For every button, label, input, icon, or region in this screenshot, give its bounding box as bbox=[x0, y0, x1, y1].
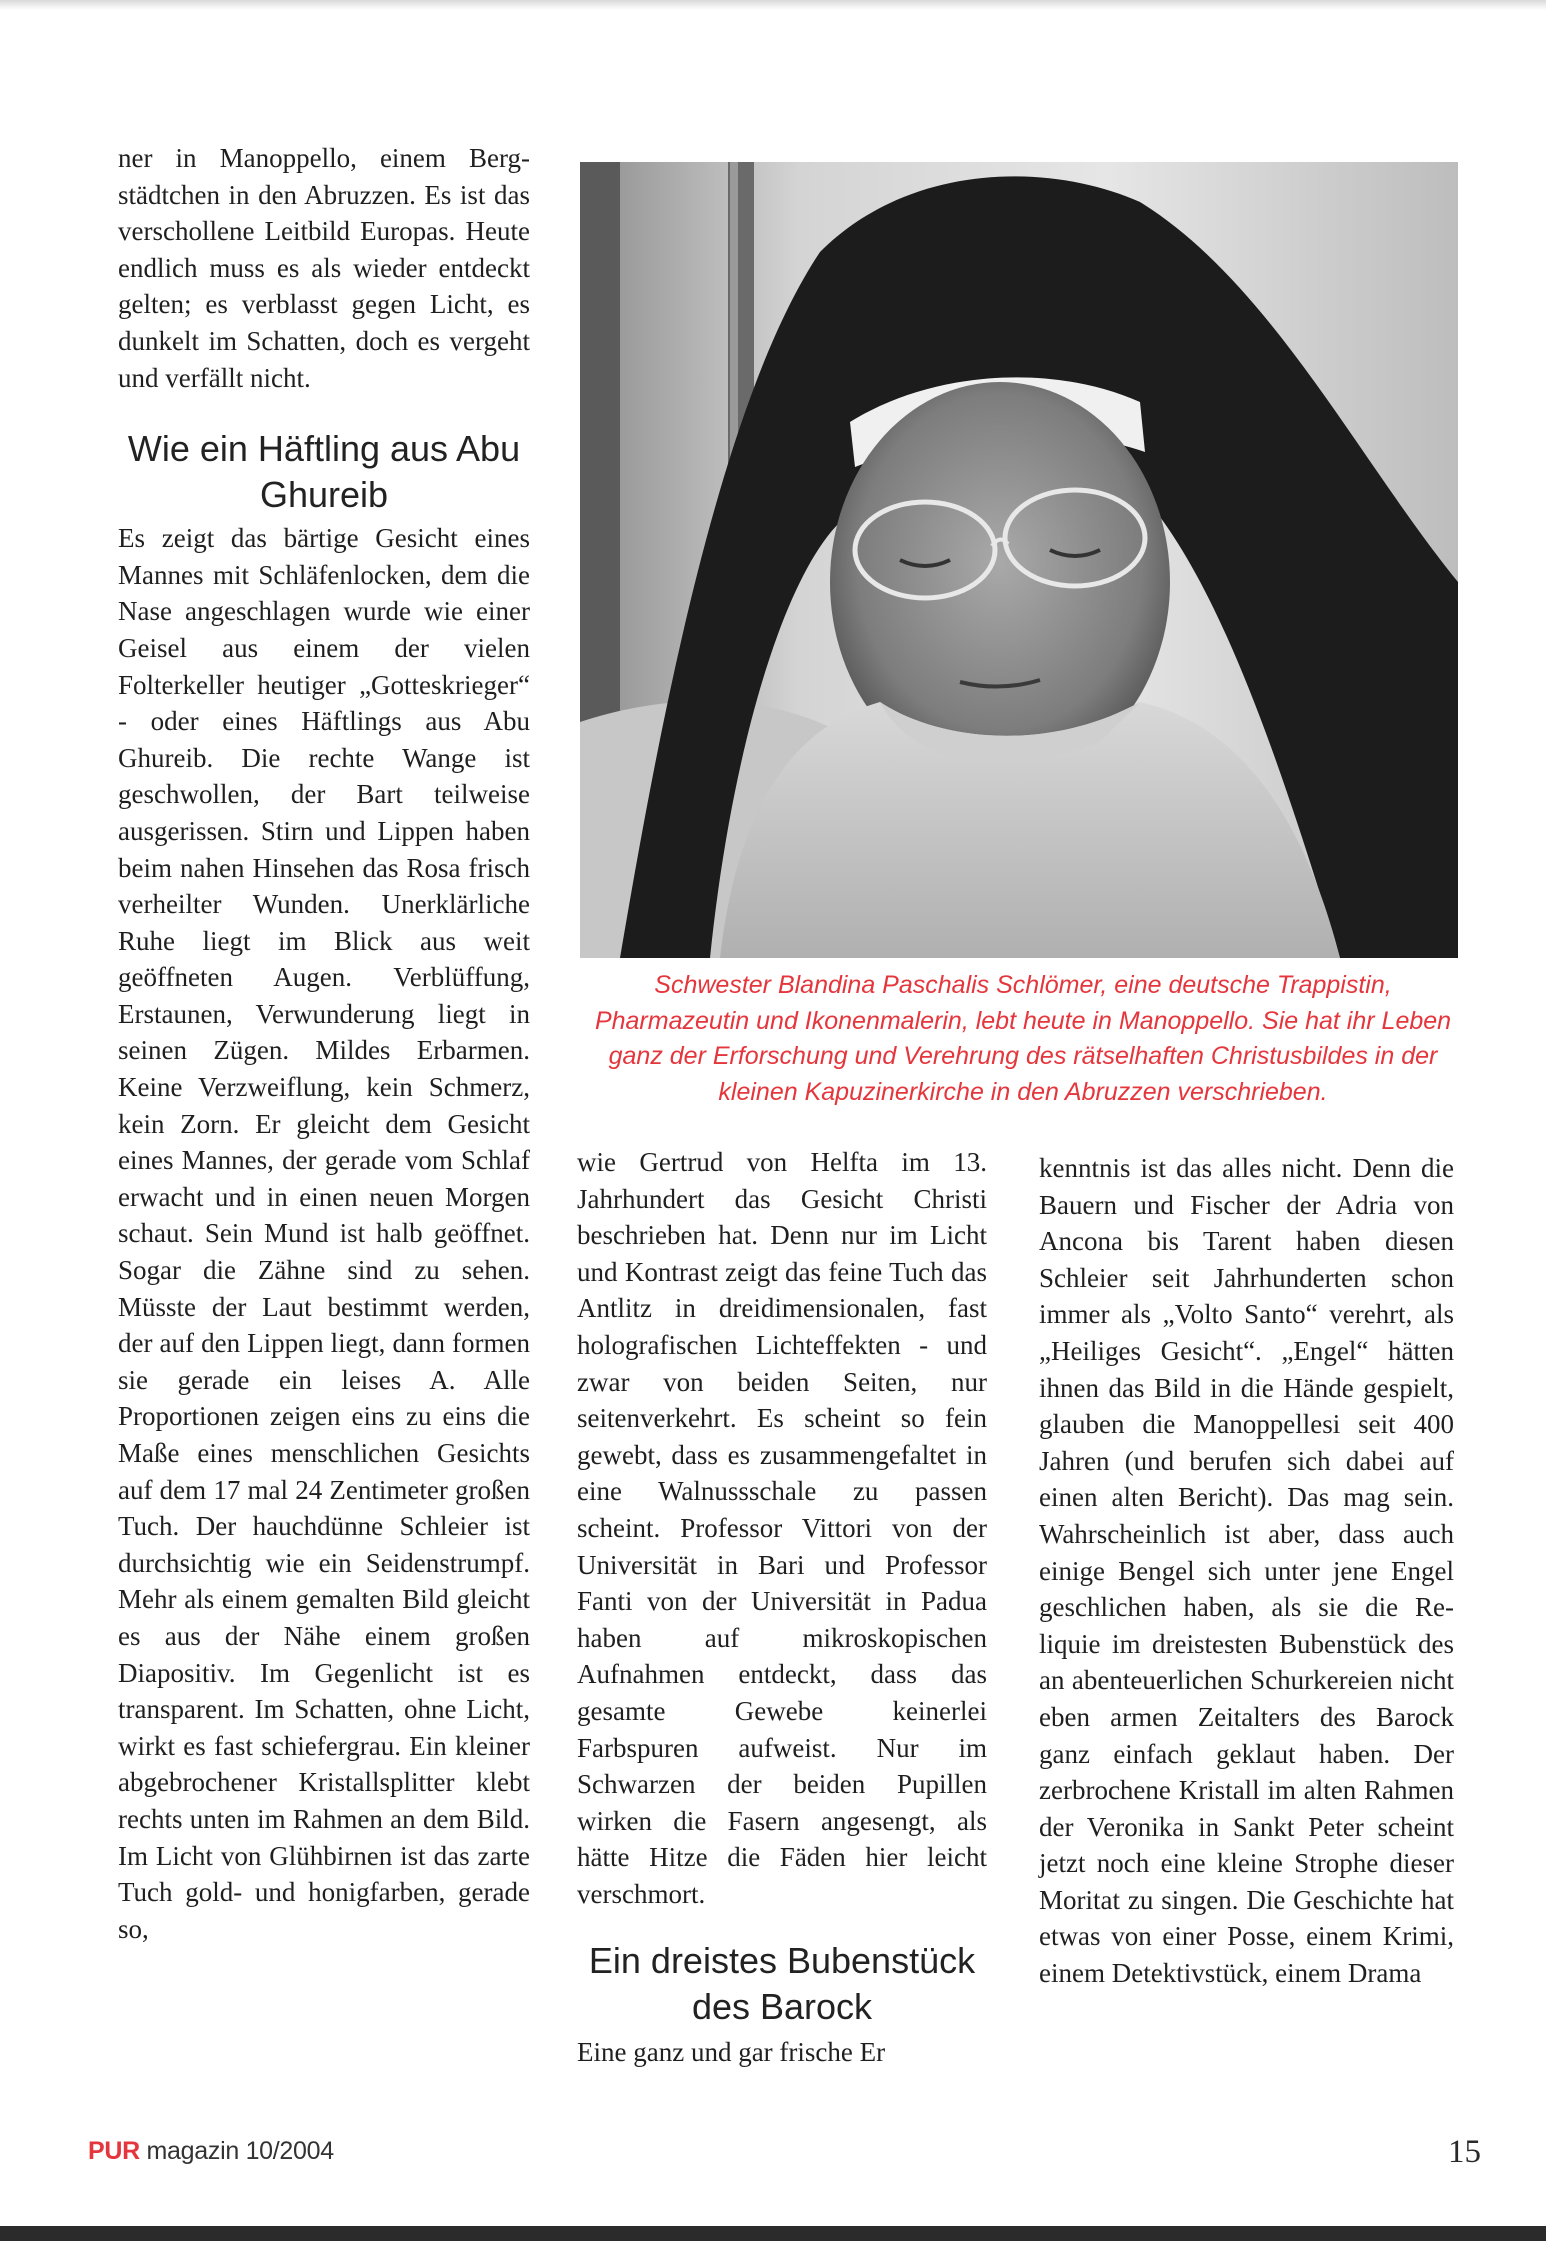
photo-caption: Schwester Blandina Paschalis Schlömer, eine deutsche Trappistin, Pharmazeutin und Ikonenmalerin, lebt heute in Manoppello. Sie hat ihr Leben ganz der Erforschung und Verehrung des rätselhaften Christusbildes in der kleinen Kapuzinerkirche in den Abruzzen verschrieben. bbox=[594, 971, 1452, 1106]
article-column-left bbox=[118, 140, 530, 1947]
nun-photo-illustration bbox=[580, 162, 1458, 958]
footer-brand-pur: PUR bbox=[88, 2137, 140, 2165]
section-heading-bubenstueck: Ein dreistes Bubenstück des Barock bbox=[588, 1940, 976, 2028]
article-paragraph-helfta: wie Gertrud von Helfta im 13. Jahrhundert das Gesicht Christi beschrieben hat. Denn nur im Licht und Kontrast zeigt das feine Tuch das Antlitz in dreidimensionalen, fast holografischen Lichteffekten - und zwar von beiden Seiten, nur seitenverkehrt. Es scheint so fein gewebt, dass es zusammengefaltet in eine Walnussschale zu passen scheint. Professor Vittori von der Universität in Bari und Professor Fanti von der Universität in Padua haben auf mikroskopischen Aufnahmen entdeckt, dass das gesamte Gewebe keinerlei Farbspuren aufweist. Nur im Schwarzen der beiden Pupillen wirken die Fasern angesengt, als hätte Hitze die Fäden hier leicht verschmort. bbox=[577, 1147, 987, 1909]
article-paragraph-erkenntnis-start: Eine ganz und gar frische Er bbox=[577, 2037, 886, 2068]
article-paragraph-face-description: Es zeigt das bärtige Gesicht eines Mannes mit Schläfenlocken, dem die Nase angeschlagen wurde wie einer Geisel aus einem der vielen Folterkeller heutiger „Gotteskrieger“ - oder eines Häftlings aus Abu Ghureib. Die rechte Wange ist geschwollen, der Bart teilweise ausgerissen. Stirn und Lippen haben beim nahen Hinsehen das Rosa frisch verheilter Wunden. Unerklärliche Ruhe liegt im Blick aus weit geöffneten Augen. Verblüffung, Erstaunen, Verwunderung liegt in seinen Zügen. Mildes Erbarmen. Keine Verzweiflung, kein Schmerz, kein Zorn. Er gleicht dem Gesicht eines Mannes, der gerade vom Schlaf erwacht und in einen neuen Morgen schaut. Sein Mund ist halb geöffnet. Sogar die Zähne sind zu sehen. Müsste der Laut bestimmt werden, der auf den Lippen liegt, dann formen sie gerade ein leises A. Alle Proportionen zeigen eins zu eins die Maße eines menschlichen Gesichts auf dem 17 mal 24 Zentimeter großen Tuch. Der hauchdünne Schleier ist durchsichtig wie ein Seidenstrumpf. Mehr als einem gemalten Bild gleicht es aus der Nähe einem großen Diapositiv. Im Gegenlicht ist es transparent. Im Schatten, ohne Licht, wirkt es fast schiefergrau. Ein kleiner abgebrochener Kristallsplitter klebt rechts unten im Rahmen an dem Bild. Im Licht von Glühbirnen ist das zarte Tuch gold- und honigfarben, gerade so, bbox=[118, 523, 530, 1944]
nun-photograph bbox=[580, 162, 1458, 958]
article-column-right bbox=[1039, 1150, 1454, 1992]
footer-magazine-brand bbox=[88, 2136, 334, 2166]
page-number: 15 bbox=[1448, 2134, 1481, 2170]
article-paragraph-volto-santo: kenntnis ist das alles nicht. Denn die Bauern und Fischer der Adria von Ancona bis Tarent haben diesen Schleier seit Jahrhunderten schon immer als „Volto Santo“ verehrt, als „Heiliges Gesicht“. „Engel“ hätten ihnen das Bild in die Hände gespielt, glauben die Manoppellesi seit 400 Jahren (und berufen sich dabei auf einen alten Bericht). Das mag sein. Wahrscheinlich ist aber, dass auch einige Bengel sich unter jene Engel geschlichen haben, als sie die Reliquie im dreistesten Bubenstück des an abenteuerlichen Schurkereien nicht eben armen Zeitalters des Barock ganz einfach geklaut haben. Der zerbrochene Kristall im alten Rahmen der Veronika in Sankt Peter scheint jetzt noch eine kleine Strophe dieser Moritat zu singen. Die Geschichte hat etwas von einer Posse, einem Krimi, einem Detektivstück, einem Drama bbox=[1039, 1153, 1454, 1989]
article-paragraph-intro: ner in Manoppello, einem Bergstädtchen in den Abruzzen. Es ist das verschollene Leitbild Europas. Heute endlich muss es als wieder entdeckt gelten; es verblasst gegen Licht, es dunkelt im Schatten, doch es vergeht und verfällt nicht. bbox=[118, 143, 530, 393]
page-edge-bottom bbox=[0, 2226, 1546, 2241]
footer-brand-issue: magazin 10/2004 bbox=[139, 2137, 334, 2165]
article-column-middle bbox=[577, 1144, 987, 2071]
section-heading-haeftling: Wie ein Häftling aus Abu Ghureib bbox=[127, 428, 521, 516]
page-edge-top bbox=[0, 0, 1546, 10]
